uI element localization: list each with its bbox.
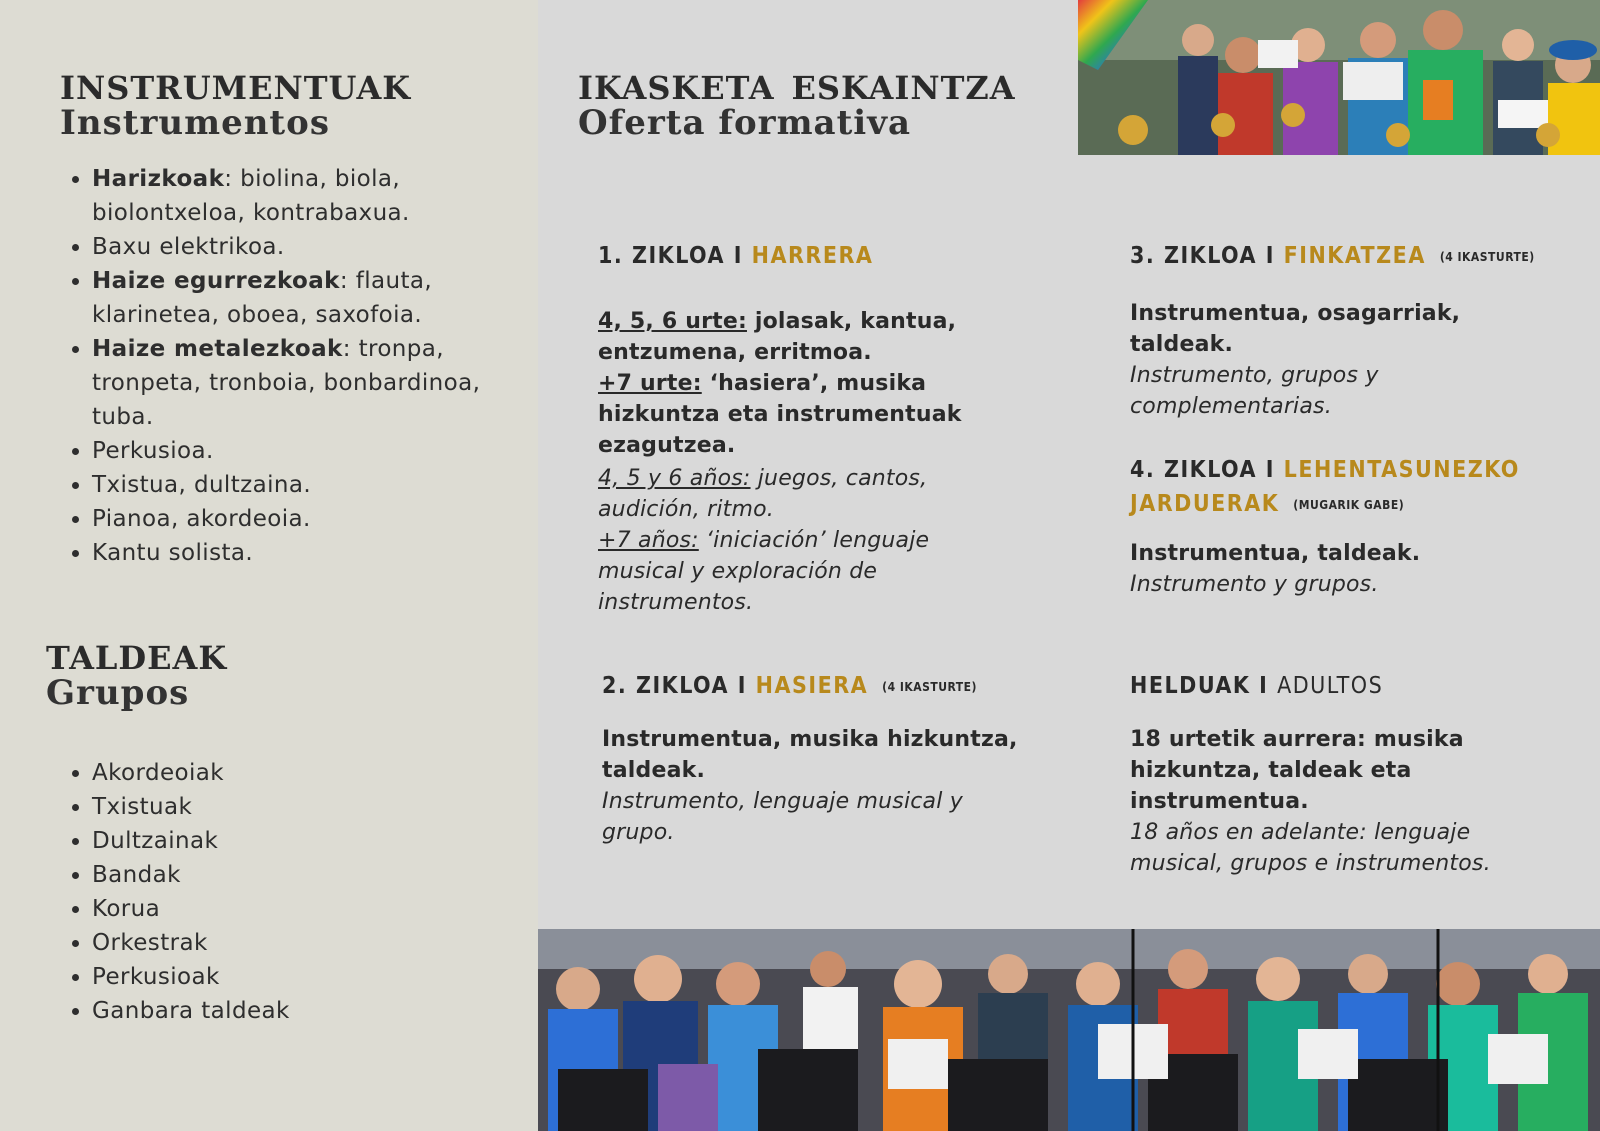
cycle3-title xyxy=(1130,243,1535,269)
adults-name: ADULTOS xyxy=(1277,673,1384,699)
instrument-item xyxy=(92,264,522,332)
instrument-text: : tronpa, tronpeta, tronboia, bonbardinoa, tuba. xyxy=(92,336,481,430)
cycle4-title xyxy=(1130,453,1520,522)
group-item: • Bandak xyxy=(92,858,462,892)
instrument-item xyxy=(92,434,522,468)
cycle3-desc xyxy=(1130,298,1550,422)
instrument-item xyxy=(92,502,522,536)
group-item: • Orkestrak xyxy=(92,926,462,960)
instrument-item xyxy=(92,162,522,230)
instruments-heading xyxy=(60,56,412,143)
cycle2-eu: Instrumentua, musika hizkuntza, taldeak. xyxy=(602,727,1018,783)
cycle4-name-line2: JARDUERAK xyxy=(1130,491,1280,517)
adults-eu: 18 urtetik aurrera: musika hizkuntza, taldeak eta instrumentua. xyxy=(1130,727,1464,814)
offer-title-eu: ikasketa eskaintza xyxy=(578,56,1016,110)
instrument-item xyxy=(92,332,522,434)
cycle4-prefix: 4. ZIKLOA I xyxy=(1130,457,1284,483)
instruments-list-wrap xyxy=(62,162,522,570)
cycle4-desc xyxy=(1130,538,1550,600)
adults-desc xyxy=(1130,724,1570,879)
cycle1-title xyxy=(598,243,873,269)
cycle3-note: (4 IKASTURTE) xyxy=(1439,249,1535,264)
cycle1-es-text2: ‘iniciación’ lenguaje musical y exploración de instrumentos. xyxy=(598,528,930,615)
band-photo-image xyxy=(1078,0,1600,155)
cycle1-desc-es xyxy=(598,463,998,618)
cycle2-es: Instrumento, lenguaje musical y grupo. xyxy=(602,789,963,845)
instrument-category: Haize egurrezkoak xyxy=(92,268,340,294)
cycle3-es: Instrumento, grupos y complementarias. xyxy=(1130,363,1379,419)
cycle1-desc-eu xyxy=(598,306,1038,461)
instrument-text: Perkusioa. xyxy=(92,438,214,464)
cycle1-eu-age1: 4, 5, 6 urte: xyxy=(598,309,747,334)
group-item: • Ganbara taldeak xyxy=(92,994,462,1028)
cycle2-prefix: 2. ZIKLOA I xyxy=(602,673,756,699)
cycle2-name: HASIERA xyxy=(755,673,869,699)
group-item: • Txistuak xyxy=(92,790,462,824)
cycle3-name: FINKATZEA xyxy=(1283,243,1426,269)
group-item: • Akordeoiak xyxy=(92,756,462,790)
cycle4-es: Instrumento y grupos. xyxy=(1130,572,1379,597)
accordion-orchestra-image xyxy=(538,929,1600,1131)
cycle2-note: (4 IKASTURTE) xyxy=(882,679,977,694)
group-item: • Perkusioak xyxy=(92,960,462,994)
cycle1-eu-age2: +7 urte: xyxy=(598,371,702,396)
instrument-text: Baxu elektrikoa. xyxy=(92,234,285,260)
groups-title-es: Grupos xyxy=(46,673,190,713)
cycle1-eu-text1: jolasak, kantua, entzumena, erritmoa. xyxy=(598,309,957,365)
instrument-item xyxy=(92,468,522,502)
offer-heading xyxy=(578,56,1016,143)
cycle2-desc xyxy=(602,724,1022,848)
adults-title xyxy=(1130,673,1383,699)
groups-list xyxy=(62,756,462,1028)
cycle4-note: (MUGARIK GABE) xyxy=(1293,497,1405,512)
cycle4-eu: Instrumentua, taldeak. xyxy=(1130,541,1421,566)
instrument-text: Txistua, dultzaina. xyxy=(92,472,312,498)
group-item: • Korua xyxy=(92,892,462,926)
instrument-text: Kantu solista. xyxy=(92,540,254,566)
cycle1-prefix: 1. ZIKLOA I xyxy=(598,243,752,269)
offer-title-es: Oferta formativa xyxy=(578,103,911,143)
instrument-item xyxy=(92,230,522,264)
instrument-text: Pianoa, akordeoia. xyxy=(92,506,311,532)
cycle1-es-age1: 4, 5 y 6 años: xyxy=(598,466,751,491)
cycle1-eu-text2: ‘hasiera’, musika hizkuntza eta instrumentuak ezagutzea. xyxy=(598,371,962,458)
band-photo xyxy=(1078,0,1600,155)
cycle2-title xyxy=(602,673,977,699)
group-item: • Dultzainak xyxy=(92,824,462,858)
cycle4-name-line1: LEHENTASUNEZKO xyxy=(1283,457,1520,483)
cycle1-es-text1: juegos, cantos, audición, ritmo. xyxy=(598,466,928,522)
instrument-text: : biolina, biola, biolontxeloa, kontrabaxua. xyxy=(92,166,410,226)
groups-title-eu: taldeak xyxy=(46,626,228,680)
instruments-title-eu: instrumentuak xyxy=(60,56,412,110)
cycle3-prefix: 3. ZIKLOA I xyxy=(1130,243,1284,269)
instruments-title-es: Instrumentos xyxy=(60,103,330,143)
cycle1-es-age2: +7 años: xyxy=(598,528,699,553)
instrument-text: : flauta, klarinetea, oboea, saxofoia. xyxy=(92,268,433,328)
adults-es: 18 años en adelante: lenguaje musical, grupos e instrumentos. xyxy=(1130,820,1491,876)
adults-prefix: HELDUAK I xyxy=(1130,673,1278,699)
cycle1-name: HARRERA xyxy=(751,243,874,269)
instrument-category: Haize metalezkoak xyxy=(92,336,343,362)
instrument-item xyxy=(92,536,522,570)
groups-list-wrap xyxy=(62,756,462,1028)
right-panel xyxy=(538,0,1600,1131)
instrument-category: Harizkoak xyxy=(92,166,225,192)
left-panel xyxy=(0,0,538,1131)
cycle3-eu: Instrumentua, osagarriak, taldeak. xyxy=(1130,301,1461,357)
instruments-list xyxy=(62,162,522,570)
accordion-orchestra-photo xyxy=(538,929,1600,1131)
groups-heading xyxy=(46,626,228,713)
